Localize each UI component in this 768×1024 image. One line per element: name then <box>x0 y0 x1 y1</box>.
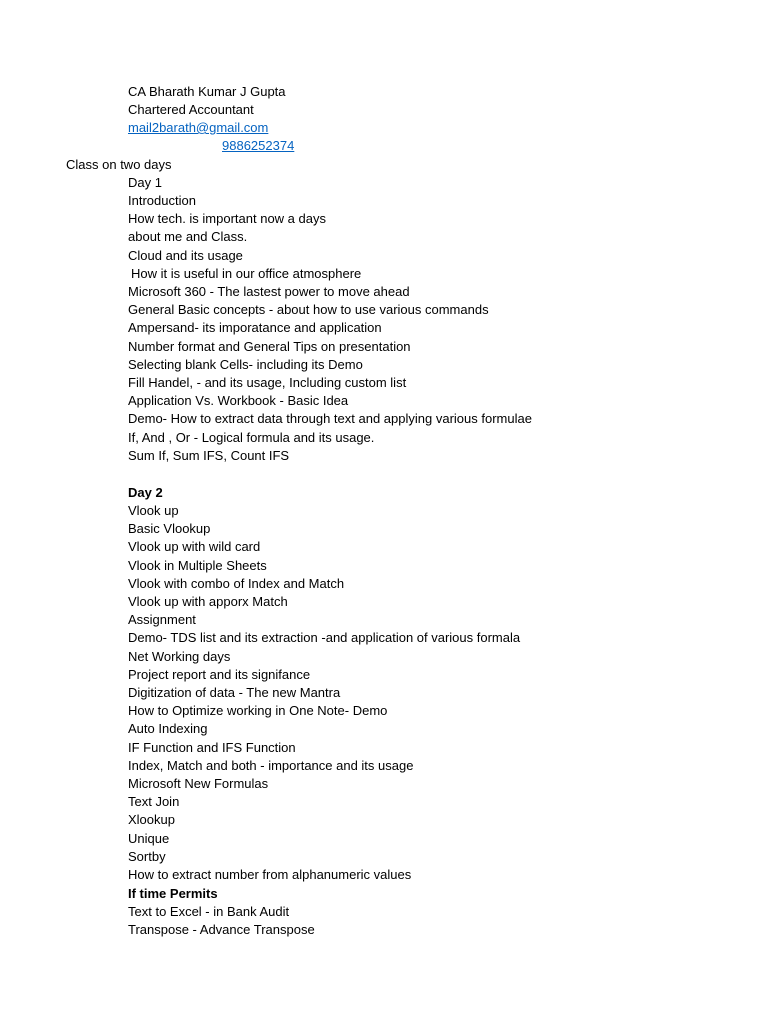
item-text: Demo- TDS list and its extraction -and application of various formala <box>128 630 521 646</box>
item-text: Assignment <box>128 612 196 628</box>
item-text: Fill Handel, - and its usage, Including custom list <box>128 375 407 390</box>
item-text: Microsoft 360 - The lastest power to move ahead <box>128 284 410 299</box>
author-designation: Chartered Accountant <box>128 102 254 117</box>
phone-link[interactable]: 9886252374 <box>222 138 295 153</box>
item-text: Index, Match and both - importance and its usage <box>128 757 414 773</box>
email-link[interactable]: mail2barath@gmail.com <box>128 120 269 135</box>
item-text: Microsoft New Formulas <box>128 776 269 791</box>
item-text: How tech. is important now a days <box>128 211 326 227</box>
item-text: How to extract number from alphanumeric values <box>128 867 412 882</box>
item-text: How to Optimize working in One Note- Demo <box>128 703 388 719</box>
item-text: Vlook up with wild card <box>128 539 261 555</box>
day2-title: Day 2 <box>128 485 163 500</box>
item-text: Vlook up with apporx Match <box>128 594 288 609</box>
item-text: Text to Excel - in Bank Audit <box>128 904 290 919</box>
item-text: Cloud and its usage <box>128 247 243 263</box>
item-text: Application Vs. Workbook - Basic Idea <box>128 393 349 409</box>
item-text: Vlook with combo of Index and Match <box>128 575 345 591</box>
item-text: Digitization of data - The new Mantra <box>128 685 341 700</box>
class-info: Class on two days <box>66 157 172 172</box>
item-text: about me and Class. <box>128 229 248 245</box>
item-text: Ampersand- its imporatance and application <box>128 320 382 336</box>
item-text: Vlook up <box>128 503 179 518</box>
item-text: Project report and its signifance <box>128 666 311 682</box>
item-text: Selecting blank Cells- including its Demo <box>128 356 363 372</box>
item-text: Basic Vlookup <box>128 521 211 537</box>
item-text: Vlook in Multiple Sheets <box>128 557 267 573</box>
extra-title: If time Permits <box>128 886 218 901</box>
item-text: Introduction <box>128 193 196 208</box>
item-text: Transpose - Advance Transpose <box>128 922 315 938</box>
day1-title: Day 1 <box>128 175 162 190</box>
item-text: Unique <box>128 830 170 846</box>
item-text: Auto Indexing <box>128 721 208 737</box>
item-text: Sortby <box>128 848 166 864</box>
item-text: Demo- How to extract data through text and applying various formulae <box>128 411 532 427</box>
item-text: General Basic concepts - about how to use various commands <box>128 302 489 318</box>
item-text: Xlookup <box>128 812 175 828</box>
author-name: CA Bharath Kumar J Gupta <box>128 84 286 99</box>
item-text: Text Join <box>128 794 180 810</box>
item-text: How it is useful in our office atmosphere <box>131 265 362 281</box>
item-text: Number format and General Tips on presentation <box>128 338 411 354</box>
item-text: If, And , Or - Logical formula and its usage. <box>128 429 375 445</box>
item-text: IF Function and IFS Function <box>128 739 296 755</box>
item-text: Sum If, Sum IFS, Count IFS <box>128 447 290 463</box>
item-text: Net Working days <box>128 648 231 664</box>
